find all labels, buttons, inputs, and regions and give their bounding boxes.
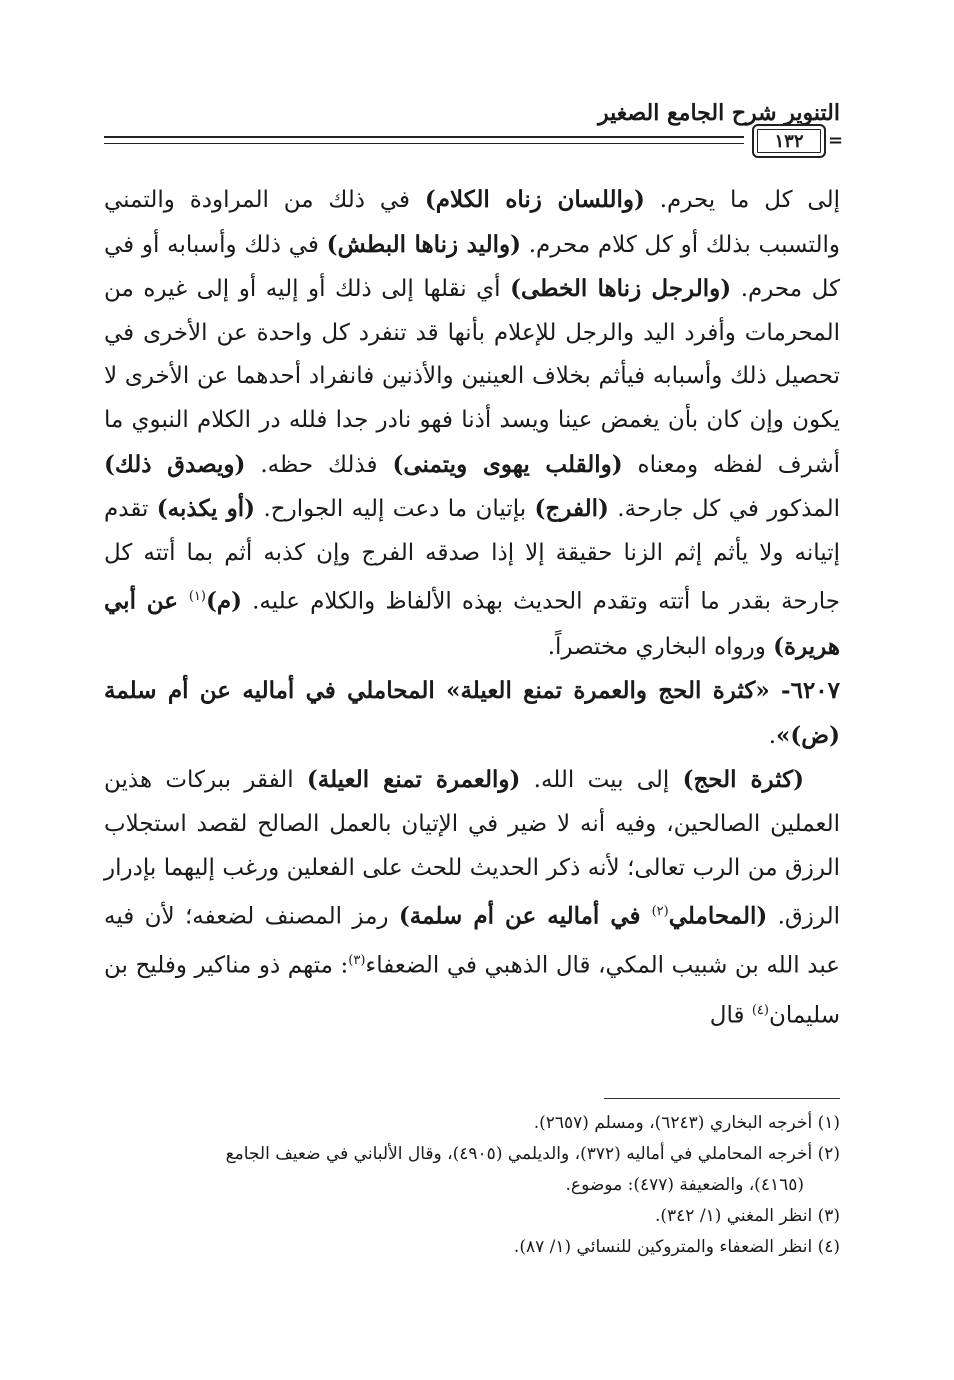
paragraph-commentary-2 bbox=[104, 758, 840, 1038]
paragraph-commentary-1 bbox=[104, 178, 840, 669]
bold-lemma: (واليد زناها البطش) bbox=[326, 230, 521, 258]
text-run: . bbox=[768, 722, 777, 749]
page-number-ornament: = bbox=[828, 130, 844, 151]
book-page bbox=[104, 90, 844, 1330]
footnote-2: (٢) أخرجه المحاملي في أماليه (٣٧٢)، والديلمي (٤٩٠٥)، وقال الألباني في ضعيف الجامع bbox=[225, 1144, 840, 1164]
bold-lemma: عن أبي هريرة) bbox=[104, 588, 840, 660]
bold-lemma: (ويصدق ذلك) bbox=[104, 450, 246, 478]
hadith-entry bbox=[104, 669, 840, 758]
header-rule-bottom bbox=[104, 143, 744, 144]
text-run: في ذلك وأسبابه أو في كل محرم. bbox=[104, 231, 841, 303]
text-run: إلى بيت الله. bbox=[520, 767, 683, 794]
text-run: في ذلك من المراودة والتمني والتسبب بذلك أو كل كلام محرم. bbox=[104, 187, 841, 258]
footnote-ref-4[interactable]: (٤) bbox=[751, 1002, 769, 1018]
text-run: أي نقلها إلى ذلك أو إليه أو إلى غيره من المحرمات وأفرد اليد والرجل للإعلام بأنها قد تنفرد كل واحدة عن الأخرى في تحصيل ذلك وأسبابه فيأثم بخلاف العينين والأذنين فانفراد أحدهما عن الأخرى لا يكون وإن كان بأن يغمض عينا ويسد أذنا فهو نادر جدا فلله در الكلام النبوي ما أشرف لفظه ومعناه bbox=[104, 276, 840, 478]
bold-lemma: (أو يكذبه) bbox=[156, 495, 256, 523]
hadith-number: ٦٢٠٧- bbox=[769, 677, 840, 705]
bold-lemma: (م) bbox=[205, 588, 242, 615]
text-run: ورواه البخاري مختصراً. bbox=[547, 633, 774, 660]
text-run: قال bbox=[709, 1002, 752, 1029]
footnote-separator bbox=[604, 1098, 840, 1099]
bold-lemma: (والعمرة تمنع العيلة) bbox=[306, 766, 521, 794]
footnote-1: (١) أخرجه البخاري (٦٢٤٣)، ومسلم (٢٦٥٧). bbox=[533, 1113, 840, 1133]
bold-lemma: (المحاملي bbox=[668, 902, 768, 930]
bold-lemma: (واللسان زناه الكلام) bbox=[424, 186, 645, 213]
bold-lemma: في أماليه عن أم سلمة) bbox=[398, 902, 652, 930]
bold-lemma: (كثرة الحج) bbox=[682, 766, 804, 794]
footnote-3: (٣) انظر المغني (١/ ٣٤٢). bbox=[654, 1206, 840, 1226]
footnote-ref-1[interactable]: (١) bbox=[188, 589, 206, 605]
footnote-ref-2[interactable]: (٢) bbox=[651, 904, 669, 920]
footnote-4: (٤) انظر الضعفاء والمتروكين للنسائي (١/ ٨٧). bbox=[513, 1237, 840, 1257]
page-number: ١٣٢ bbox=[752, 124, 826, 158]
text-run: رمز المصنف لضعفه؛ لأن فيه عبد الله بن شبيب المكي، قال الذهبي في الضعفاء bbox=[104, 903, 840, 980]
text-run: فذلك حظه. bbox=[245, 451, 393, 478]
footnote-ref-3[interactable]: (٣) bbox=[348, 953, 366, 969]
text-run: الفقر ببركات هذين العملين الصالحين، وفيه أنه لا ضير في الإتيان بالعمل الصالح لقصد استجلاب الرزق من الرب تعالى؛ لأنه ذكر الحديث للحث على الفعلين ورغب إليهما بإدرار الرزق. bbox=[104, 767, 840, 930]
footnotes bbox=[104, 1108, 840, 1263]
hadith-text: «كثرة الحج والعمرة تمنع العيلة» المحاملي في أماليه عن أم سلمة (ض)» bbox=[104, 677, 840, 749]
header-rule-top bbox=[104, 136, 744, 138]
main-text bbox=[104, 178, 840, 1038]
text-run: : متهم ذو مناكير وفليح بن سليمان bbox=[104, 953, 840, 1029]
footnote-2-continued: (٤١٦٥)، والضعيفة (٤٧٧): موضوع. bbox=[565, 1175, 804, 1195]
bold-lemma: (والقلب يهوى ويتمنى) bbox=[392, 450, 623, 478]
running-title: التنوير شرح الجامع الصغير bbox=[598, 100, 840, 126]
text-run: بإتيان ما دعت إليه الجوارح. bbox=[255, 496, 535, 523]
text-run: إلى كل ما يحرم. bbox=[644, 187, 840, 213]
bold-lemma: (والرجل زناها الخطى) bbox=[510, 275, 732, 303]
text-run: تقدم إتيانه ولا يأثم إثم الزنا حقيقة إلا إذا صدقه الفرج وإن كذبه أثم بما أتته كل جارحة بقدر ما أتته وتقدم الحديث بهذه الألفاظ والكلام عليه. bbox=[104, 496, 840, 615]
text-run: المذكور في كل جارحة. bbox=[608, 496, 840, 523]
bold-lemma: (الفرج) bbox=[534, 495, 609, 523]
